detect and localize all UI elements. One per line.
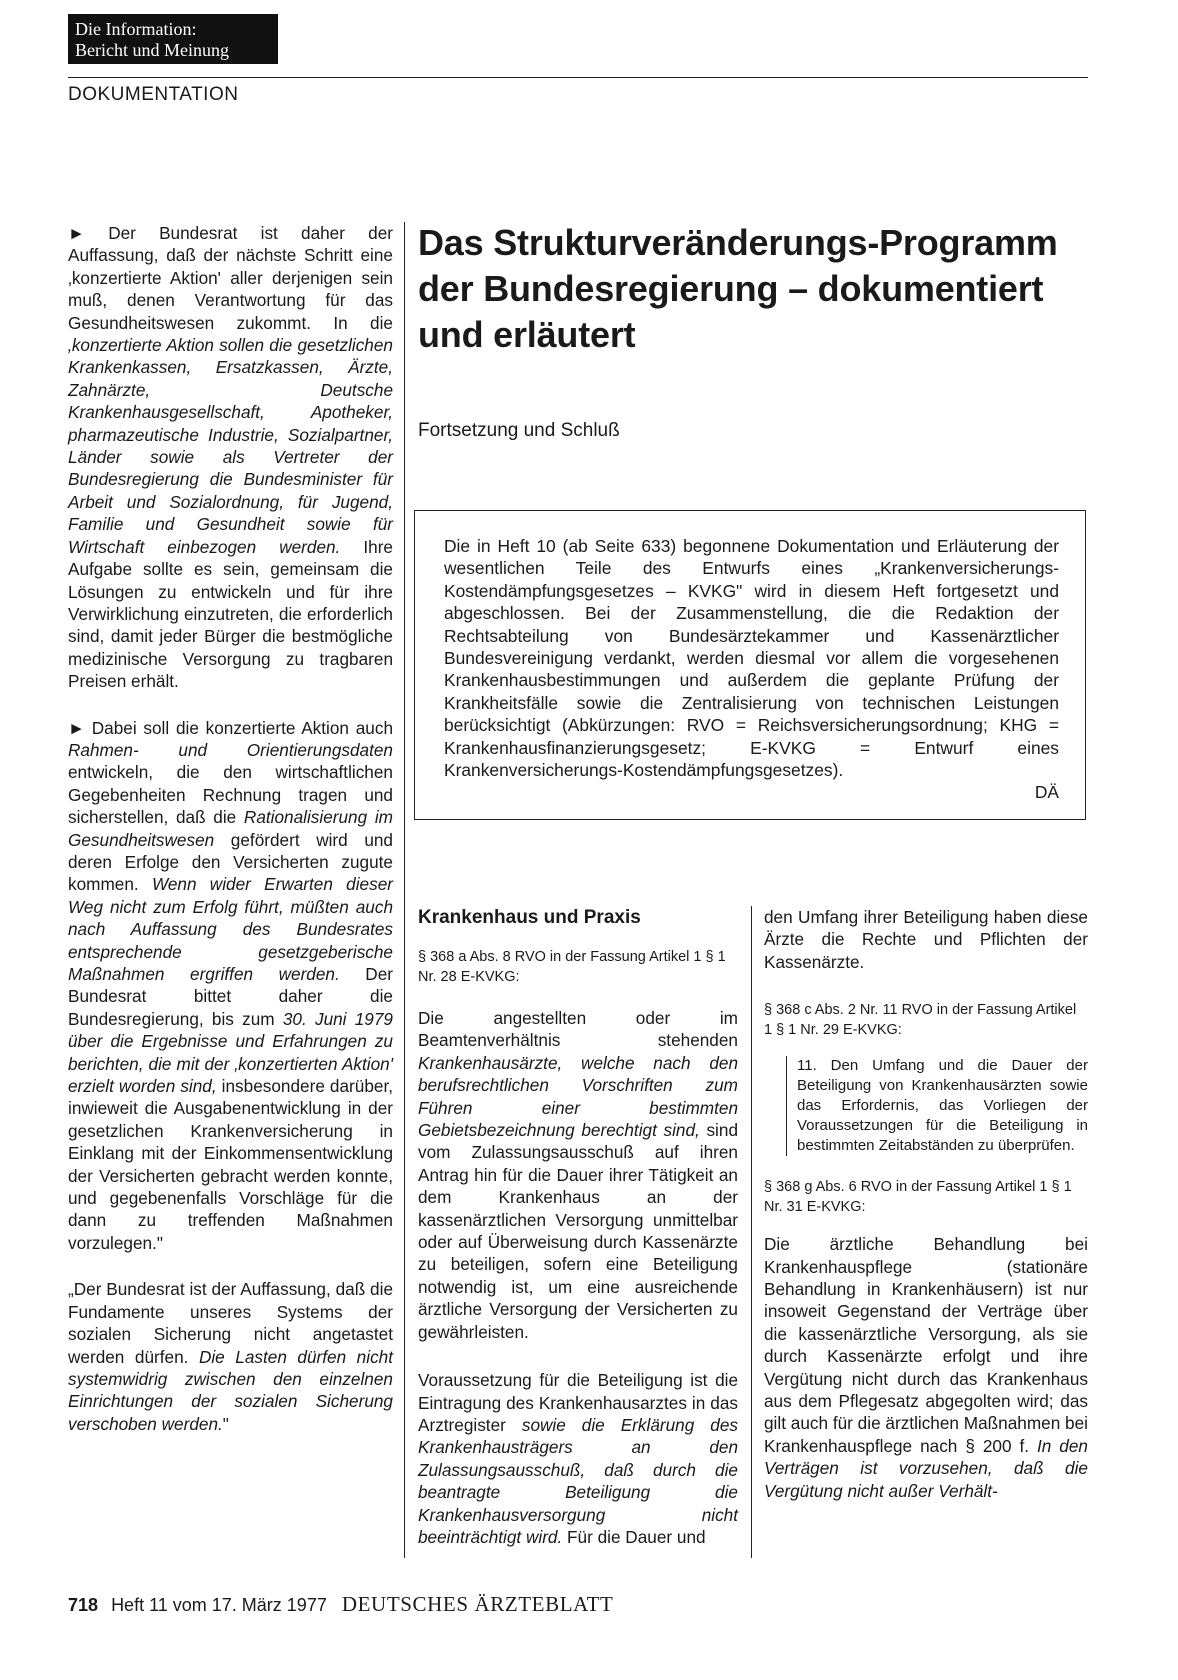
column-rule-middle bbox=[751, 906, 752, 1558]
column-rule-left bbox=[404, 222, 405, 1558]
section-heading: Krankenhaus und Praxis bbox=[418, 907, 641, 928]
page-number: 718 bbox=[68, 1595, 99, 1615]
italic-text-run: Rahmen- und Orientierungsdaten bbox=[68, 739, 393, 760]
header-box-line1: Die Information: bbox=[75, 19, 197, 39]
text-run: Voraussetzung für die Beteiligung ist die Eintragung des Krankenhausarztes in das Arztregister bbox=[418, 1370, 738, 1435]
italic-text-run: Wenn wider Erwarten dieser Weg nicht zum Erfolg führt, müßten auch nach Auffassung des Bundesrates entsprechende gesetzgeberische Maßnahmen ergriffen werden. bbox=[68, 874, 393, 984]
intro-text bbox=[444, 535, 1059, 804]
text-run: Die ärztliche Behandlung bei Krankenhauspflege (stationäre Behandlung in Krankenhäusern) ist nur insoweit Gegenstand der Verträge über die kassenärztliche Versorgung, als sie durch Kassenärzte erfolgt und ihre Vergütung nicht durch das Krankenhaus aus dem Pflegesatz abgegolten wird; das gilt auch für die ärztlichen Maßnahmen bei Krankenhauspflege nach § 200 f. bbox=[764, 1234, 1088, 1456]
legal-reference-1: § 368 a Abs. 8 RVO in der Fassung Artikel 1 § 1 Nr. 28 E-KVKG: bbox=[418, 949, 726, 985]
legal-reference-2: § 368 c Abs. 2 Nr. 11 RVO in der Fassung Artikel 1 § 1 Nr. 29 E-KVKG: bbox=[764, 1002, 1077, 1038]
header-box-line2: Bericht und Meinung bbox=[75, 40, 229, 60]
text-run: gefördert wird und deren Erfolge den Versicherten zugute kommen. bbox=[68, 829, 393, 895]
article-subtitle: Fortsetzung und Schluß bbox=[418, 420, 620, 441]
text-run: ► Dabei soll die konzertierte Aktion auch bbox=[68, 717, 393, 738]
right-paragraph-0: den Umfang ihrer Beteiligung haben diese Ärzte die Rechte und Pflichten der Kassenärzte. bbox=[764, 907, 1088, 972]
intro-body: Die in Heft 10 (ab Seite 633) begonnene Dokumentation und Erläuterung der wesentlichen Teile des Entwurfs eines „Krankenversicherungs-Kostendämpfungsgesetzes – KVKG" wird in diesem Heft fortgesetzt und abgeschlossen. Bei der Zusammenstellung, die die Redaktion der Rechtsabteilung von Bundesärztekammer und Kassenärztlicher Bundesvereinigung verdankt, werden diesmal vor allem die vorgesehenen Krankenhausbestimmungen und außerdem die geplante Prüfung der Krankheitsfälle sowie die Zentralisierung von technischen Leistungen berücksichtigt (Abkürzungen: RVO = Reichsversicherungsordnung; KHG = Krankenhausfinanzierungsgesetz; E-KVKG = Entwurf eines Krankenversicherungs-Kostendämpfungsgesetzes). bbox=[444, 536, 1059, 781]
italic-text-run: In den Verträgen ist vorzusehen, daß die Vergütung nicht außer Verhält- bbox=[764, 1435, 1088, 1501]
section-label: DOKUMENTATION bbox=[68, 84, 239, 105]
italic-text-run: 30. Juni 1979 über die Ergebnisse und Erfahrungen zu berichten, die mit der ‚konzertierten Aktion' erzielt worden sind, bbox=[68, 1008, 393, 1097]
left-paragraph-1 bbox=[68, 222, 393, 693]
top-rule bbox=[68, 77, 1088, 78]
middle-paragraph-1 bbox=[418, 1007, 738, 1343]
right-column bbox=[764, 906, 1088, 1530]
left-paragraph-2 bbox=[68, 717, 393, 1255]
text-run: Für die Dauer und bbox=[562, 1526, 706, 1547]
middle-column bbox=[418, 906, 738, 1574]
text-run: ► Der Bundesrat ist daher der Auffassung, daß der nächste Schritt eine ‚konzertierte Aktion' aller derjenigen sein muß, denen Verantwortung für das Gesundheitswesen zukommt. In die bbox=[68, 223, 393, 333]
text-run: entwickeln, die den wirtschaftlichen Gegebenheiten Rechnung tragen und sicherstellen, daß die bbox=[68, 762, 393, 828]
text-run: Die angestellten oder im Beamtenverhältnis stehenden bbox=[418, 1008, 738, 1051]
intro-signature: DÄ bbox=[1034, 782, 1059, 803]
italic-text-run: Krankenhausärzte, welche nach den berufsrechtlichen Vorschriften zum Führen einer bestimmten Gebietsbezeichnung berechtigt sind, bbox=[418, 1052, 738, 1141]
italic-text-run: ‚konzertierte Aktion sollen die gesetzlichen Krankenkassen, Ersatzkassen, Ärzte, Zahnärzte, Deutsche Krankenhausgesellschaft, Apotheker, pharmazeutische Industrie, Sozialpartner, Länder sowie als Vertreter der Bundesregierung die Bundesminister für Arbeit und Sozialordnung, für Jugend, Familie und Gesundheit sowie für Wirtschaft einbezogen werden. bbox=[68, 335, 393, 557]
issue-info: Heft 11 vom 17. März 1977 bbox=[111, 1595, 327, 1615]
legal-reference-3: § 368 g Abs. 6 RVO in der Fassung Artikel 1 § 1 Nr. 31 E-KVKG: bbox=[764, 1179, 1072, 1215]
italic-text-run: Die Lasten dürfen nicht systemwidrig zwischen den einzelnen Einrichtungen der sozialen Sicherung verschoben werden. bbox=[68, 1346, 393, 1434]
journal-name: DEUTSCHES ÄRZTEBLATT bbox=[341, 1592, 614, 1616]
page-footer bbox=[68, 1592, 613, 1617]
text-run: Ihre Aufgabe sollte es sein, gemeinsam die Lösungen zu entwickeln und für ihre Verwirklichung einzutreten, die erforderlich sind, damit jeder Bürger die bestmögliche medizinische Versorgung zu tragbaren Preisen erhält. bbox=[68, 536, 393, 692]
text-run: „Der Bundesrat ist der Auffassung, daß die Fundamente unseres Systems der sozialen Sicherung nicht angetastet werden dürfen. bbox=[68, 1279, 393, 1367]
text-run: " bbox=[222, 1413, 229, 1434]
legal-quote: 11. Den Umfang und die Dauer der Beteiligung von Krankenhausärzten sowie das Erfordernis, das Vorliegen der Voraussetzungen für die Beteiligung in bestimmten Zeitabständen zu überprüfen. bbox=[786, 1056, 1088, 1156]
italic-text-run: sowie die Erklärung des Krankenhausträgers an den Zulassungsausschuß, daß durch die beantragte Beteiligung die Krankenhausversorgung nicht beeinträchtigt wird. bbox=[418, 1414, 738, 1547]
left-paragraph-3 bbox=[68, 1278, 393, 1435]
article-title: Das Strukturveränderungs-Programm der Bundesregierung – dokumentiert und erläutert bbox=[418, 222, 1058, 355]
italic-text-run: Rationalisierung im Gesundheitswesen bbox=[68, 807, 393, 850]
text-run: sind vom Zulassungsausschuß auf ihren Antrag hin für die Dauer ihrer Tätigkeit an dem Krankenhaus an der kassenärztlichen Versorgung unmittelbar oder auf Überweisung durch Kassenärzte zu beteiligen, sofern eine Beteiligung notwendig ist, um eine ausreichende ärztliche Versorgung der Versicherten zu gewährleisten. bbox=[418, 1120, 738, 1342]
middle-paragraph-2 bbox=[418, 1369, 738, 1548]
right-paragraph-1 bbox=[764, 1233, 1088, 1502]
text-run: Der Bundesrat bittet daher die Bundesregierung, bis zum bbox=[68, 964, 393, 1029]
left-column bbox=[68, 222, 393, 1435]
header-box bbox=[68, 14, 278, 64]
text-run: insbesondere darüber, inwieweit die Ausgabenentwicklung in der gesetzlichen Krankenversicherung in Einklang mit der Einkommensentwicklung der Versicherten gebracht werden konnte, und gegebenenfalls Vorschläge für die dann zu treffenden Maßnahmen vorzulegen." bbox=[68, 1076, 393, 1253]
